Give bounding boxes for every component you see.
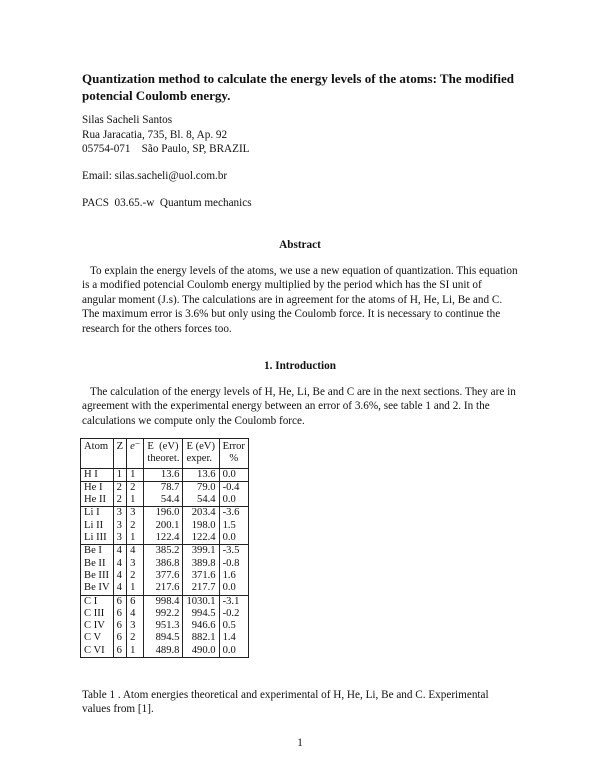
header-z: Z <box>113 439 126 469</box>
header-energy-theoretical-line1: E (eV) <box>147 441 179 452</box>
cell-error: 0.5 <box>219 620 248 632</box>
introduction-heading: 1. Introduction <box>264 360 336 372</box>
cell-atom: Be I <box>81 545 114 558</box>
abstract-heading: Abstract <box>279 239 321 251</box>
cell-z: 1 <box>113 468 126 481</box>
header-energy-experimental-line1: E (eV) <box>186 441 215 452</box>
cell-atom: Be IV <box>81 582 114 595</box>
cell-error: 1.4 <box>219 632 248 644</box>
cell-energy-experimental: 198.0 <box>183 520 219 532</box>
author-address-line2: 05754-071 São Paulo, SP, BRAZIL <box>82 143 250 156</box>
cell-z: 6 <box>113 608 126 620</box>
cell-energy-theoretical: 385.2 <box>144 545 183 558</box>
cell-electrons: 1 <box>127 582 144 595</box>
cell-atom: H I <box>81 468 114 481</box>
table-row <box>81 645 249 658</box>
cell-energy-experimental: 882.1 <box>183 632 219 644</box>
header-energy-experimental <box>183 439 219 469</box>
table-row <box>81 545 249 558</box>
cell-electrons: 2 <box>127 520 144 532</box>
table-row <box>81 595 249 608</box>
cell-atom: Li I <box>81 507 114 520</box>
cell-error: -3.1 <box>219 595 248 608</box>
cell-error: 1.6 <box>219 570 248 582</box>
header-error <box>219 439 248 469</box>
header-electrons: e⁻ <box>127 439 144 469</box>
cell-energy-theoretical: 894.5 <box>144 632 183 644</box>
cell-z: 4 <box>113 545 126 558</box>
table-row <box>81 532 249 545</box>
cell-error: -0.8 <box>219 558 248 570</box>
cell-error: 0.0 <box>219 468 248 481</box>
cell-atom: Be III <box>81 570 114 582</box>
cell-atom: C III <box>81 608 114 620</box>
cell-atom: Li III <box>81 532 114 545</box>
table-row <box>81 494 249 507</box>
cell-error: -3.6 <box>219 507 248 520</box>
table-row <box>81 507 249 520</box>
pacs-code: PACS 03.65.-w Quantum mechanics <box>82 197 252 209</box>
cell-energy-theoretical: 13.6 <box>144 468 183 481</box>
cell-error: -0.2 <box>219 608 248 620</box>
header-error-line1: Error <box>222 441 245 452</box>
cell-error: -3.5 <box>219 545 248 558</box>
cell-energy-theoretical: 992.2 <box>144 608 183 620</box>
cell-energy-experimental: 203.4 <box>183 507 219 520</box>
cell-energy-experimental: 399.1 <box>183 545 219 558</box>
page-number: 1 <box>297 737 303 749</box>
author-email: Email: silas.sacheli@uol.com.br <box>82 170 228 182</box>
cell-energy-theoretical: 217.6 <box>144 582 183 595</box>
author-address-line1: Rua Jaracatia, 735, Bl. 8, Ap. 92 <box>82 128 228 141</box>
cell-atom: C VI <box>81 645 114 658</box>
author-name: Silas Sacheli Santos <box>82 114 173 126</box>
paper-title: Quantization method to calculate the energy levels of the atoms: The modified potencial Coulomb energy. <box>82 71 514 103</box>
cell-error: -0.4 <box>219 481 248 494</box>
abstract-text: To explain the energy levels of the atoms, we use a new equation of quantization. This equation is a modified potencial Coulomb energy multiplied by the period which has the SI unit of angular moment (J.s). The calculations are in agreement for the atoms of H, He, Li, Be and C. The maximum error is 3.6% but only using the Coulomb force. It is necessary to continue the research for the others forces too. <box>82 265 518 335</box>
cell-electrons: 2 <box>127 481 144 494</box>
cell-electrons: 6 <box>127 595 144 608</box>
cell-z: 4 <box>113 558 126 570</box>
cell-energy-theoretical: 196.0 <box>144 507 183 520</box>
cell-electrons: 2 <box>127 632 144 644</box>
header-energy-theoretical <box>144 439 183 469</box>
cell-error: 0.0 <box>219 645 248 658</box>
table-body <box>81 468 249 657</box>
cell-z: 3 <box>113 520 126 532</box>
cell-energy-experimental: 371.6 <box>183 570 219 582</box>
cell-z: 2 <box>113 494 126 507</box>
cell-electrons: 1 <box>127 494 144 507</box>
cell-atom: He I <box>81 481 114 494</box>
table-row <box>81 608 249 620</box>
cell-energy-experimental: 54.4 <box>183 494 219 507</box>
table-row <box>81 468 249 481</box>
table-row <box>81 620 249 632</box>
cell-energy-experimental: 490.0 <box>183 645 219 658</box>
table-row <box>81 632 249 644</box>
header-energy-theoretical-line2: theoret. <box>147 453 180 465</box>
cell-z: 6 <box>113 595 126 608</box>
cell-atom: C I <box>81 595 114 608</box>
cell-error: 0.0 <box>219 494 248 507</box>
cell-electrons: 3 <box>127 620 144 632</box>
cell-electrons: 4 <box>127 608 144 620</box>
cell-z: 6 <box>113 620 126 632</box>
table-row <box>81 520 249 532</box>
cell-z: 2 <box>113 481 126 494</box>
cell-error: 0.0 <box>219 582 248 595</box>
cell-energy-theoretical: 951.3 <box>144 620 183 632</box>
table-row <box>81 582 249 595</box>
cell-energy-experimental: 79.0 <box>183 481 219 494</box>
cell-energy-theoretical: 122.4 <box>144 532 183 545</box>
author-block <box>82 113 250 157</box>
cell-energy-experimental: 994.5 <box>183 608 219 620</box>
cell-electrons: 4 <box>127 545 144 558</box>
cell-energy-theoretical: 377.6 <box>144 570 183 582</box>
cell-energy-theoretical: 386.8 <box>144 558 183 570</box>
cell-error: 0.0 <box>219 532 248 545</box>
cell-electrons: 1 <box>127 532 144 545</box>
cell-energy-theoretical: 54.4 <box>144 494 183 507</box>
cell-energy-theoretical: 998.4 <box>144 595 183 608</box>
cell-electrons: 3 <box>127 507 144 520</box>
cell-z: 4 <box>113 570 126 582</box>
cell-atom: C V <box>81 632 114 644</box>
cell-error: 1.5 <box>219 520 248 532</box>
cell-energy-experimental: 1030.1 <box>183 595 219 608</box>
cell-z: 4 <box>113 582 126 595</box>
cell-atom: Li II <box>81 520 114 532</box>
header-error-line2: % <box>229 453 239 465</box>
table-caption: Table 1 . Atom energies theoretical and experimental of H, He, Li, Be and C. Experimental values from [1]. <box>82 689 489 716</box>
introduction-text: The calculation of the energy levels of H, He, Li, Be and C are in the next sections. They are in agreement with the experimental energy between an error of 3.6%, see table 1 and 2. In the calculations we compute only the Coulomb force. <box>82 386 516 427</box>
energy-table <box>80 438 249 658</box>
table-row <box>81 558 249 570</box>
cell-energy-experimental: 217.7 <box>183 582 219 595</box>
cell-atom: Be II <box>81 558 114 570</box>
cell-z: 6 <box>113 645 126 658</box>
cell-electrons: 2 <box>127 570 144 582</box>
cell-energy-theoretical: 200.1 <box>144 520 183 532</box>
cell-energy-experimental: 389.8 <box>183 558 219 570</box>
cell-energy-experimental: 13.6 <box>183 468 219 481</box>
cell-z: 3 <box>113 532 126 545</box>
cell-atom: C IV <box>81 620 114 632</box>
table-row <box>81 481 249 494</box>
cell-electrons: 1 <box>127 468 144 481</box>
cell-electrons: 1 <box>127 645 144 658</box>
table-header-row <box>81 439 249 469</box>
header-atom: Atom <box>81 439 114 469</box>
cell-z: 3 <box>113 507 126 520</box>
header-energy-experimental-line2: exper. <box>186 453 213 465</box>
cell-energy-theoretical: 489.8 <box>144 645 183 658</box>
cell-electrons: 3 <box>127 558 144 570</box>
cell-atom: He II <box>81 494 114 507</box>
cell-z: 6 <box>113 632 126 644</box>
cell-energy-experimental: 122.4 <box>183 532 219 545</box>
cell-energy-experimental: 946.6 <box>183 620 219 632</box>
cell-energy-theoretical: 78.7 <box>144 481 183 494</box>
table-row <box>81 570 249 582</box>
